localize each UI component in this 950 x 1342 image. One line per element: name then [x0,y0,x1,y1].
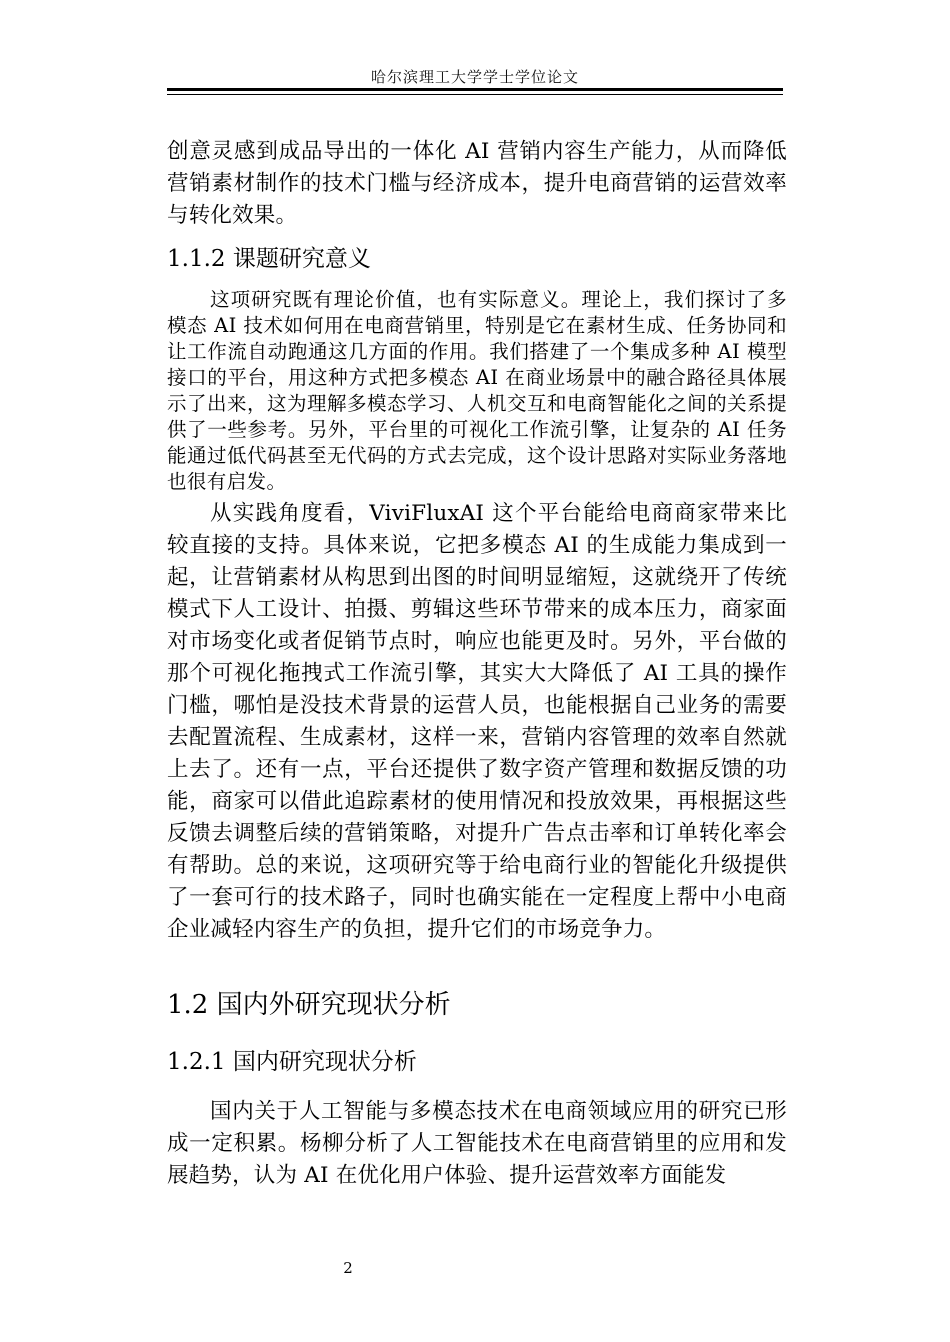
section-heading-block [167,988,787,1022]
subsection-heading-block [167,1046,787,1078]
section-heading-1-2: 1.2 国内外研究现状分析 [167,990,451,1020]
section-heading-1-1-2: 1.1.2 课题研究意义 [167,246,371,272]
domestic-research-paragraph: 国内关于人工智能与多模态技术在电商领域应用的研究已形成一定积累。杨柳分析了人工智能技术在电商营销里的应用和发展趋势，认为 AI 在优化用户体验、提升运营效率方面能发 [167,1099,787,1188]
continued-paragraph: 创意灵感到成品导出的一体化 AI 营销内容生产能力，从而降低营销素材制作的技术门槛与经济成本，提升电商营销的运营效率与转化效果。 [167,139,787,228]
running-header: 哈尔滨理工大学学士学位论文 [370,68,579,86]
practice-paragraph: 从实践角度看，ViviFluxAI 这个平台能给电商商家带来比较直接的支持。具体来说，它把多模态 AI 的生成能力集成到一起，让营销素材从构思到出图的时间明显缩短，这就绕开了传统模式下人工设计、拍摄、剪辑这些环节带来的成本压力，商家面对市场变化或者促销节点时，响应也能更及时。另外，平台做的那个可视化拖拽式工作流引擎，其实大大降低了 AI 工具的操作门槛，哪怕是没技术背景的运营人员，也能根据自己业务的需要去配置流程、生成素材，这样一来，营销内容管理的效率自然就上去了。还有一点，平台还提供了数字资产管理和数据反馈的功能，商家可以借此追踪素材的使用情况和投放效果，再根据这些反馈去调整后续的营销策略，对提升广告点击率和订单转化率会有帮助。总的来说，这项研究等于给电商行业的智能化升级提供了一套可行的技术路子，同时也确实能在一定程度上帮中小电商企业减轻内容生产的负担，提升它们的市场竞争力。 [167,501,787,942]
header-rule-thin [167,94,783,95]
page-number: 2 [343,1259,353,1277]
section-heading-1-2-1: 1.2.1 国内研究现状分析 [167,1049,417,1075]
practice-paragraph-block [167,498,787,946]
header-rule-thick [167,88,783,91]
domestic-paragraph-block [167,1096,787,1192]
continued-paragraph-block [167,136,787,232]
section-heading-block [167,243,787,275]
theory-paragraph: 这项研究既有理论价值，也有实际意义。理论上，我们探讨了多模态 AI 技术如何用在电商营销里，特别是它在素材生成、任务协同和让工作流自动跑通这几方面的作用。我们搭建了一个集成多种 AI 模型接口的平台，用这种方式把多模态 AI 在商业场景中的融合路径具体展示了出来，这为理解多模态学习、人机交互和电商智能化之间的关系提供了一些参考。另外，平台里的可视化工作流引擎，让复杂的 AI 任务能通过低代码甚至无代码的方式去完成，这个设计思路对实际业务落地也很有启发。 [167,288,787,493]
theory-paragraph-block [167,287,787,495]
